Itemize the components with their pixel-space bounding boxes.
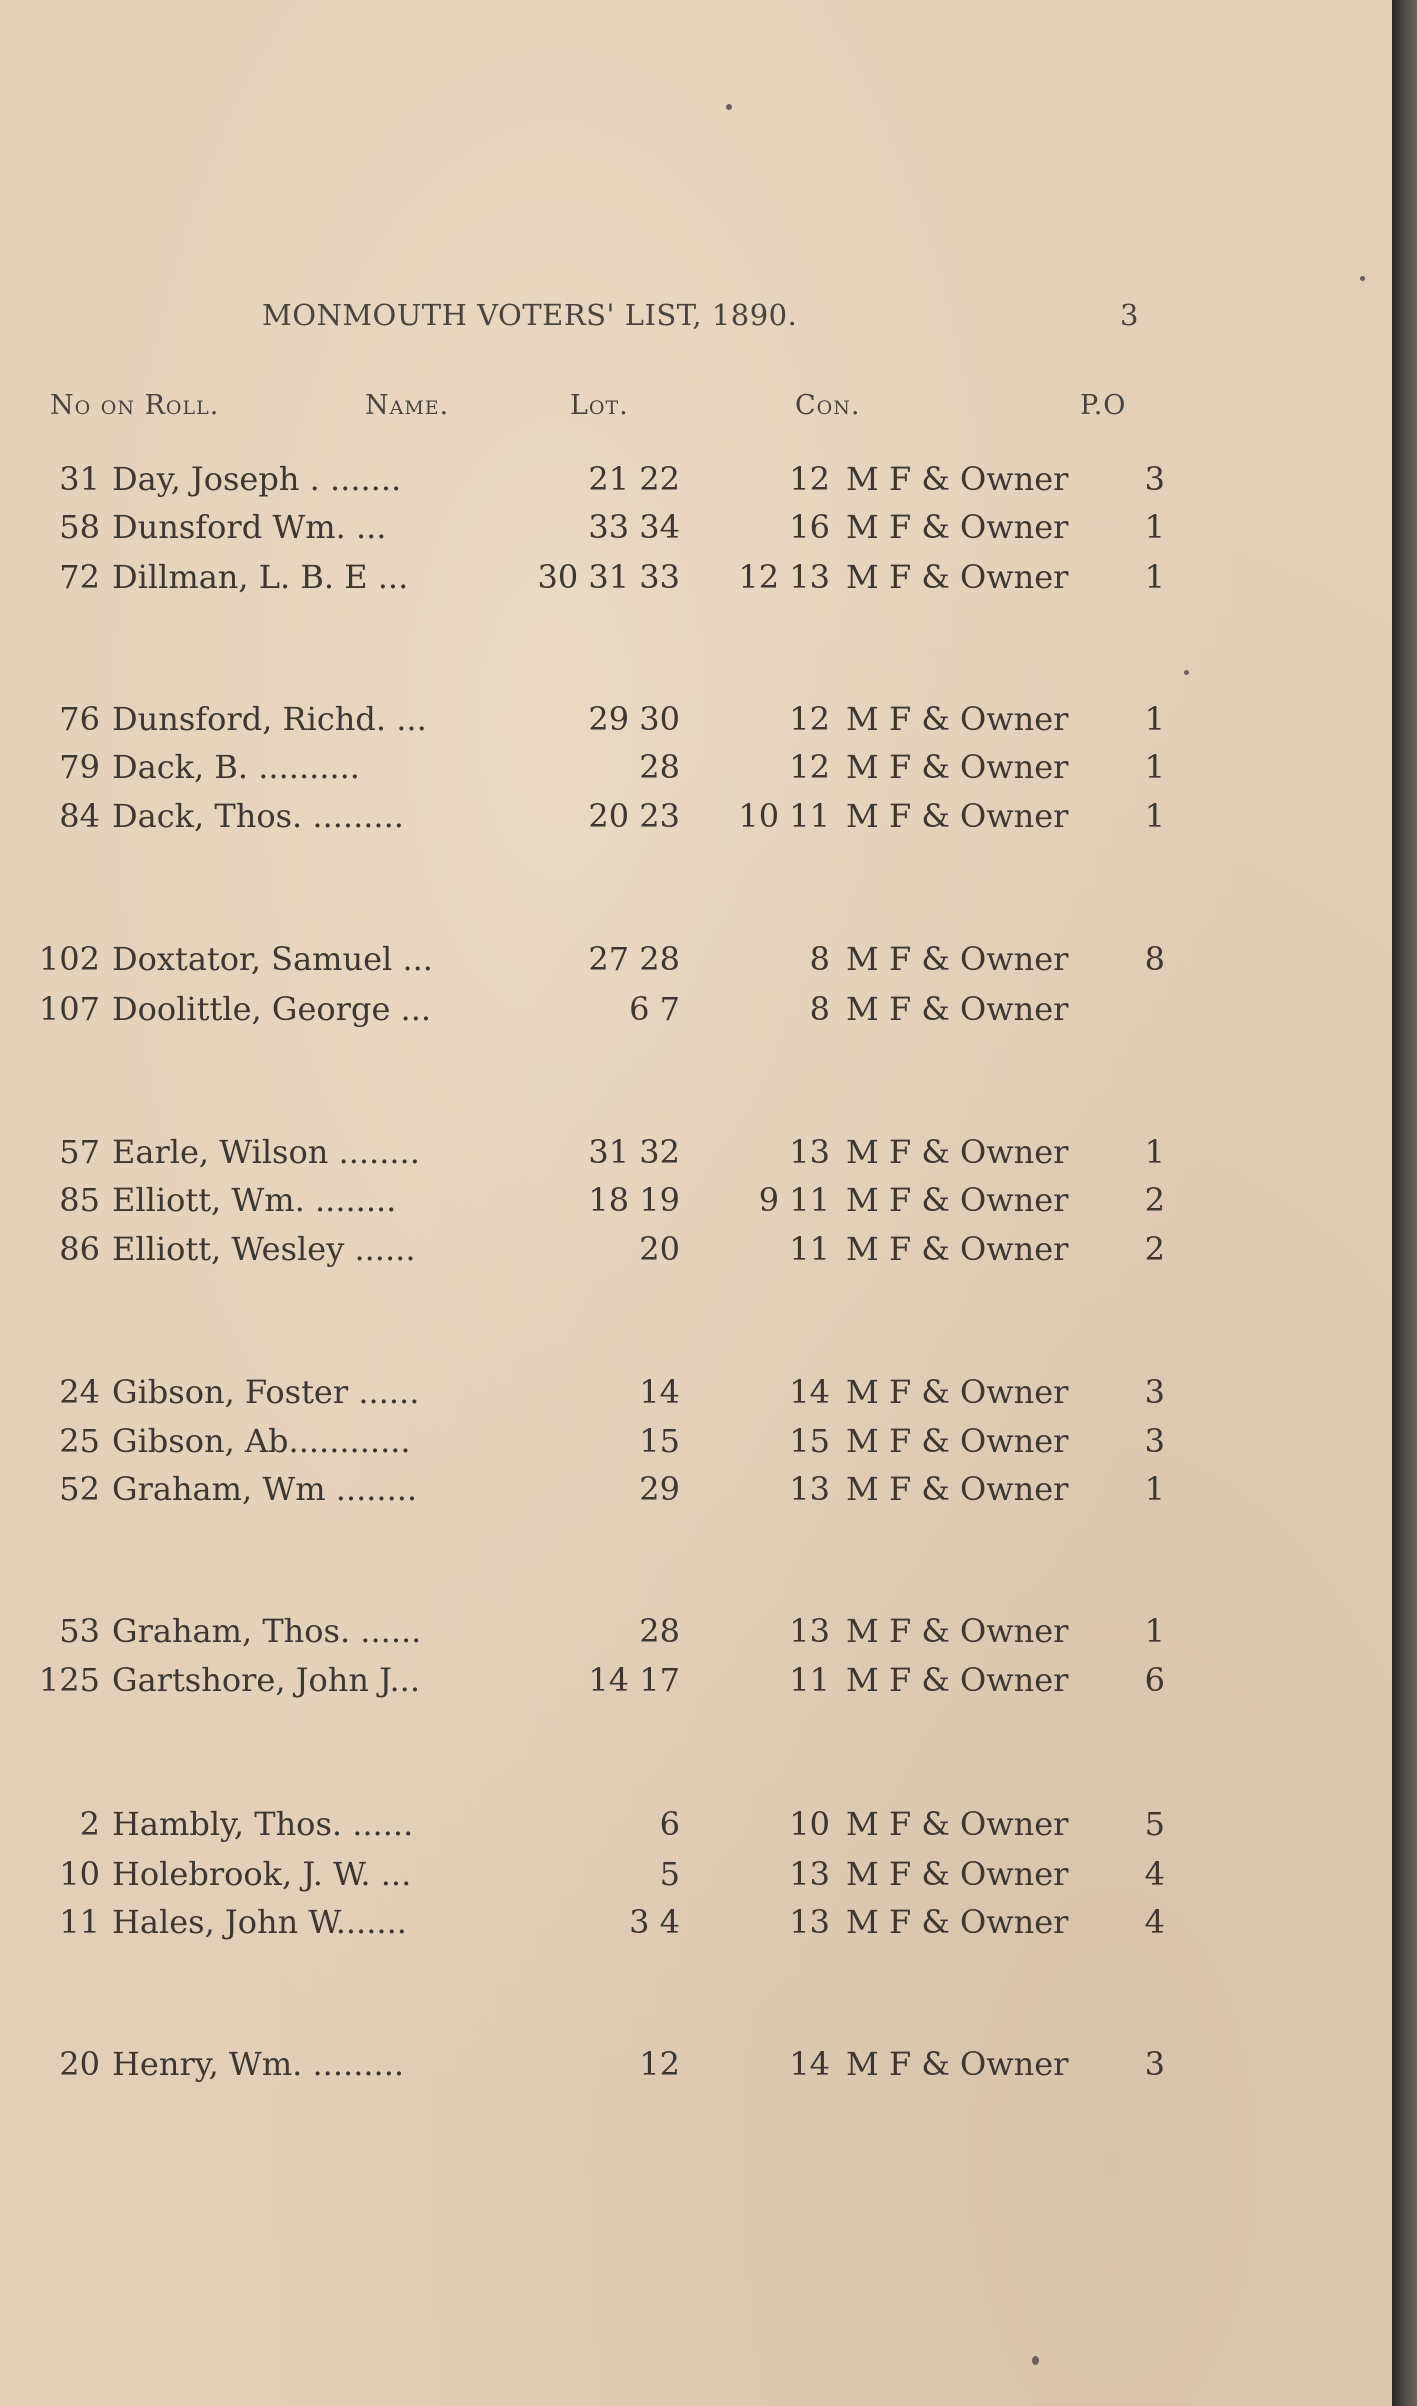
voter-name: Gartshore, John J...	[112, 1661, 421, 1699]
concession: 13	[789, 1903, 830, 1941]
page-title: MONMOUTH VOTERS' LIST, 1890.	[262, 298, 798, 332]
qualification: M F & Owner	[846, 940, 1069, 978]
roll-number: 10	[59, 1855, 100, 1893]
concession: 13	[789, 1133, 830, 1171]
post-office: 2	[1144, 1181, 1165, 1219]
concession: 12	[789, 748, 830, 786]
qualification: M F & Owner	[846, 1230, 1069, 1268]
voter-row	[0, 1850, 1392, 1898]
qualification: M F & Owner	[846, 700, 1069, 738]
voter-name: Dack, B. ..........	[112, 748, 360, 786]
voter-row	[0, 1176, 1392, 1224]
voter-name: Doxtator, Samuel ...	[112, 940, 433, 978]
voter-row	[0, 792, 1392, 840]
post-office: 3	[1144, 1422, 1165, 1460]
qualification: M F & Owner	[846, 748, 1069, 786]
voter-name: Day, Joseph . .......	[112, 460, 402, 498]
lot-numbers: 20 23	[588, 797, 680, 835]
qualification: M F & Owner	[846, 1133, 1069, 1171]
lot-numbers: 29 30	[588, 700, 680, 738]
voter-row	[0, 2040, 1392, 2088]
lot-numbers: 18 19	[588, 1181, 680, 1219]
qualification: M F & Owner	[846, 508, 1069, 546]
voter-name: Elliott, Wesley ......	[112, 1230, 416, 1268]
voter-name: Dack, Thos. .........	[112, 797, 404, 835]
voter-name: Graham, Wm ........	[112, 1470, 418, 1508]
roll-number: 31	[59, 460, 100, 498]
concession: 12 13	[738, 558, 830, 596]
concession: 8	[809, 990, 830, 1028]
post-office: 3	[1144, 1373, 1165, 1411]
concession: 10	[789, 1805, 830, 1843]
voter-name: Dillman, L. B. E ...	[112, 558, 409, 596]
concession: 11	[789, 1230, 830, 1268]
roll-number: 76	[59, 700, 100, 738]
qualification: M F & Owner	[846, 2045, 1069, 2083]
voter-row	[0, 455, 1392, 503]
voter-name: Hambly, Thos. ......	[112, 1805, 414, 1843]
voter-row	[0, 1800, 1392, 1848]
voter-row	[0, 1128, 1392, 1176]
post-office: 1	[1144, 508, 1165, 546]
lot-numbers: 3 4	[629, 1903, 680, 1941]
voter-row	[0, 985, 1392, 1033]
lot-numbers: 15	[639, 1422, 680, 1460]
lot-numbers: 31 32	[588, 1133, 680, 1171]
roll-number: 53	[59, 1612, 100, 1650]
qualification: M F & Owner	[846, 990, 1069, 1028]
roll-number: 57	[59, 1133, 100, 1171]
roll-number: 107	[38, 990, 100, 1028]
roll-number: 85	[59, 1181, 100, 1219]
voter-name: Hales, John W.......	[112, 1903, 407, 1941]
lot-numbers: 28	[639, 1612, 680, 1650]
qualification: M F & Owner	[846, 1661, 1069, 1699]
qualification: M F & Owner	[846, 1373, 1069, 1411]
post-office: 1	[1144, 1133, 1165, 1171]
paper-speck	[1184, 670, 1189, 675]
post-office: 1	[1144, 1612, 1165, 1650]
concession: 13	[789, 1470, 830, 1508]
voter-name: Earle, Wilson ........	[112, 1133, 420, 1171]
concession: 13	[789, 1612, 830, 1650]
lot-numbers: 12	[639, 2045, 680, 2083]
post-office: 5	[1144, 1805, 1165, 1843]
qualification: M F & Owner	[846, 460, 1069, 498]
concession: 11	[789, 1661, 830, 1699]
concession: 15	[789, 1422, 830, 1460]
lot-numbers: 27 28	[588, 940, 680, 978]
lot-numbers: 33 34	[588, 508, 680, 546]
page-number: 3	[1120, 298, 1139, 332]
column-header-con: Con.	[795, 390, 861, 421]
voter-name: Holebrook, J. W. ...	[112, 1855, 412, 1893]
post-office: 2	[1144, 1230, 1165, 1268]
concession: 14	[789, 2045, 830, 2083]
voter-row	[0, 935, 1392, 983]
qualification: M F & Owner	[846, 558, 1069, 596]
voter-name: Doolittle, George ...	[112, 990, 432, 1028]
concession: 14	[789, 1373, 830, 1411]
roll-number: 102	[38, 940, 100, 978]
lot-numbers: 29	[639, 1470, 680, 1508]
voter-row	[0, 1465, 1392, 1513]
page-edge-shadow	[1392, 0, 1417, 2406]
post-office: 1	[1144, 1470, 1165, 1508]
roll-number: 52	[59, 1470, 100, 1508]
lot-numbers: 5	[659, 1855, 680, 1893]
voter-row	[0, 1898, 1392, 1946]
voter-name: Gibson, Ab............	[112, 1422, 411, 1460]
voter-row	[0, 1607, 1392, 1655]
post-office: 4	[1144, 1855, 1165, 1893]
lot-numbers: 21 22	[588, 460, 680, 498]
column-header-name: Name.	[365, 390, 450, 421]
voter-name: Dunsford, Richd. ...	[112, 700, 427, 738]
roll-number: 72	[59, 558, 100, 596]
qualification: M F & Owner	[846, 1805, 1069, 1843]
roll-number: 20	[59, 2045, 100, 2083]
concession: 8	[809, 940, 830, 978]
post-office: 1	[1144, 558, 1165, 596]
roll-number: 24	[59, 1373, 100, 1411]
voter-row	[0, 1417, 1392, 1465]
lot-numbers: 6 7	[629, 990, 680, 1028]
column-header-no-on-roll: No on Roll.	[50, 390, 220, 421]
voter-row	[0, 1656, 1392, 1704]
voter-name: Graham, Thos. ......	[112, 1612, 422, 1650]
concession: 12	[789, 700, 830, 738]
column-header-lot: Lot.	[570, 390, 629, 421]
voter-row	[0, 1225, 1392, 1273]
lot-numbers: 28	[639, 748, 680, 786]
paper-speck	[1360, 276, 1365, 281]
voter-row	[0, 695, 1392, 743]
roll-number: 84	[59, 797, 100, 835]
roll-number: 86	[59, 1230, 100, 1268]
qualification: M F & Owner	[846, 1903, 1069, 1941]
post-office: 3	[1144, 460, 1165, 498]
post-office: 1	[1144, 700, 1165, 738]
qualification: M F & Owner	[846, 1470, 1069, 1508]
post-office: 1	[1144, 748, 1165, 786]
lot-numbers: 14	[639, 1373, 680, 1411]
lot-numbers: 30 31 33	[537, 558, 680, 596]
post-office: 3	[1144, 2045, 1165, 2083]
concession: 16	[789, 508, 830, 546]
post-office: 8	[1144, 940, 1165, 978]
voter-row	[0, 743, 1392, 791]
concession: 9 11	[758, 1181, 830, 1219]
roll-number: 58	[59, 508, 100, 546]
lot-numbers: 6	[659, 1805, 680, 1843]
voter-name: Henry, Wm. .........	[112, 2045, 405, 2083]
roll-number: 2	[79, 1805, 100, 1843]
post-office: 4	[1144, 1903, 1165, 1941]
voter-row	[0, 553, 1392, 601]
post-office: 6	[1144, 1661, 1165, 1699]
roll-number: 25	[59, 1422, 100, 1460]
lot-numbers: 14 17	[588, 1661, 680, 1699]
qualification: M F & Owner	[846, 1181, 1069, 1219]
qualification: M F & Owner	[846, 797, 1069, 835]
lot-numbers: 20	[639, 1230, 680, 1268]
column-header-po: P.O	[1080, 390, 1127, 421]
paper-speck	[1032, 2356, 1039, 2365]
qualification: M F & Owner	[846, 1855, 1069, 1893]
roll-number: 125	[38, 1661, 100, 1699]
voter-row	[0, 503, 1392, 551]
concession: 13	[789, 1855, 830, 1893]
post-office: 1	[1144, 797, 1165, 835]
qualification: M F & Owner	[846, 1612, 1069, 1650]
voter-name: Gibson, Foster ......	[112, 1373, 420, 1411]
voter-name: Elliott, Wm. ........	[112, 1181, 397, 1219]
voter-name: Dunsford Wm. ...	[112, 508, 387, 546]
concession: 12	[789, 460, 830, 498]
paper-speck	[726, 104, 732, 110]
qualification: M F & Owner	[846, 1422, 1069, 1460]
roll-number: 79	[59, 748, 100, 786]
voter-row	[0, 1368, 1392, 1416]
roll-number: 11	[59, 1903, 100, 1941]
concession: 10 11	[738, 797, 830, 835]
